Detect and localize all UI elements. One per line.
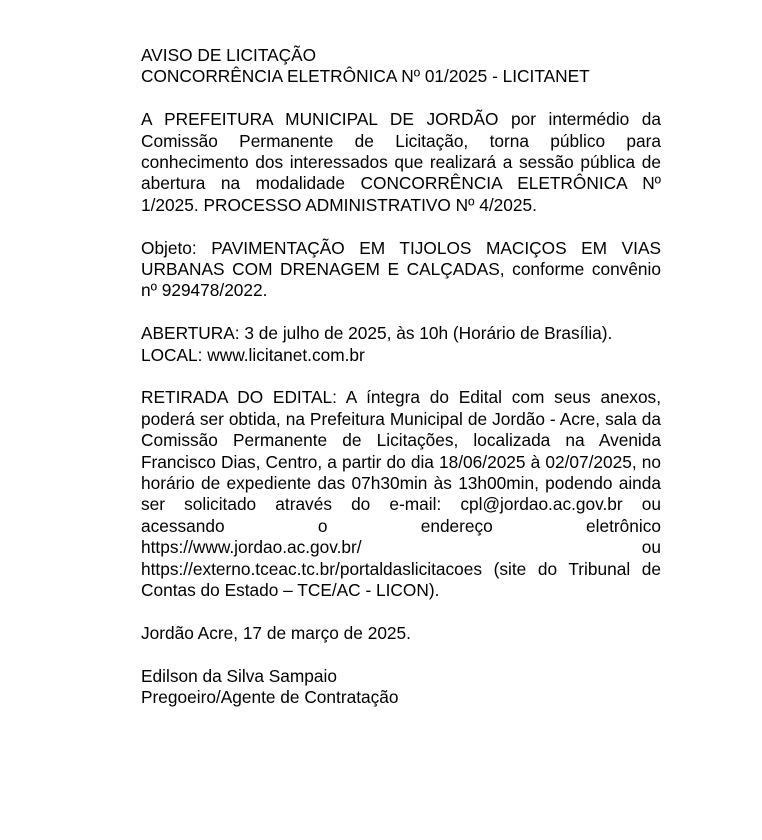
edital-or: ou bbox=[641, 537, 661, 558]
edital-url-row bbox=[141, 537, 661, 558]
signer-name: Edilson da Silva Sampaio bbox=[141, 665, 337, 686]
notice-subtitle: CONCORRÊNCIA ELETRÔNICA Nº 01/2025 - LICITANET bbox=[141, 66, 590, 87]
object-paragraph: Objeto: PAVIMENTAÇÃO EM TIJOLOS MACIÇOS EM VIAS URBANAS COM DRENAGEM E CALÇADAS, conforme convênio nº 929478/2022. bbox=[141, 237, 661, 301]
opening-line: ABERTURA: 3 de julho de 2025, às 10h (Horário de Brasília). bbox=[141, 323, 613, 344]
notice-document bbox=[141, 45, 661, 730]
notice-header bbox=[141, 45, 661, 88]
edital-text: RETIRADA DO EDITAL: A íntegra do Edital com seus anexos, poderá ser obtida, na Prefeitura Municipal de Jordão - Acre, sala da Comissão Permanente de Licitações, localizada na Avenida Francisco Dias, Centro, a partir do dia 18/06/2025 à 02/07/2025, no horário de expediente das 07h30min às 13h00min, podendo ainda ser solicitado através do e-mail: cpl@jordao.ac.gov.br ou acessando o endereço eletrônico bbox=[141, 387, 661, 536]
signer-role: Pregoeiro/Agente de Contratação bbox=[141, 687, 399, 708]
location-line: LOCAL: www.licitanet.com.br bbox=[141, 344, 365, 365]
date-place: Jordão Acre, 17 de março de 2025. bbox=[141, 622, 411, 643]
opening-block bbox=[141, 323, 661, 366]
edital-paragraph bbox=[141, 387, 661, 601]
edital-url-1: https://www.jordao.ac.gov.br/ bbox=[141, 537, 362, 558]
signature-block bbox=[141, 666, 661, 709]
notice-title: AVISO DE LICITAÇÃO bbox=[141, 45, 317, 65]
intro-paragraph: A PREFEITURA MUNICIPAL DE JORDÃO por intermédio da Comissão Permanente de Licitação, torna público para conhecimento dos interessados que realizará a sessão pública de abertura na modalidade CONCORRÊNCIA ELETRÔNICA Nº 1/2025. PROCESSO ADMINISTRATIVO Nº 4/2025. bbox=[141, 109, 661, 215]
edital-tail: https://externo.tceac.tc.br/portaldaslicitacoes (site do Tribunal de Contas do Estado – TCE/AC - LICON). bbox=[141, 558, 661, 601]
